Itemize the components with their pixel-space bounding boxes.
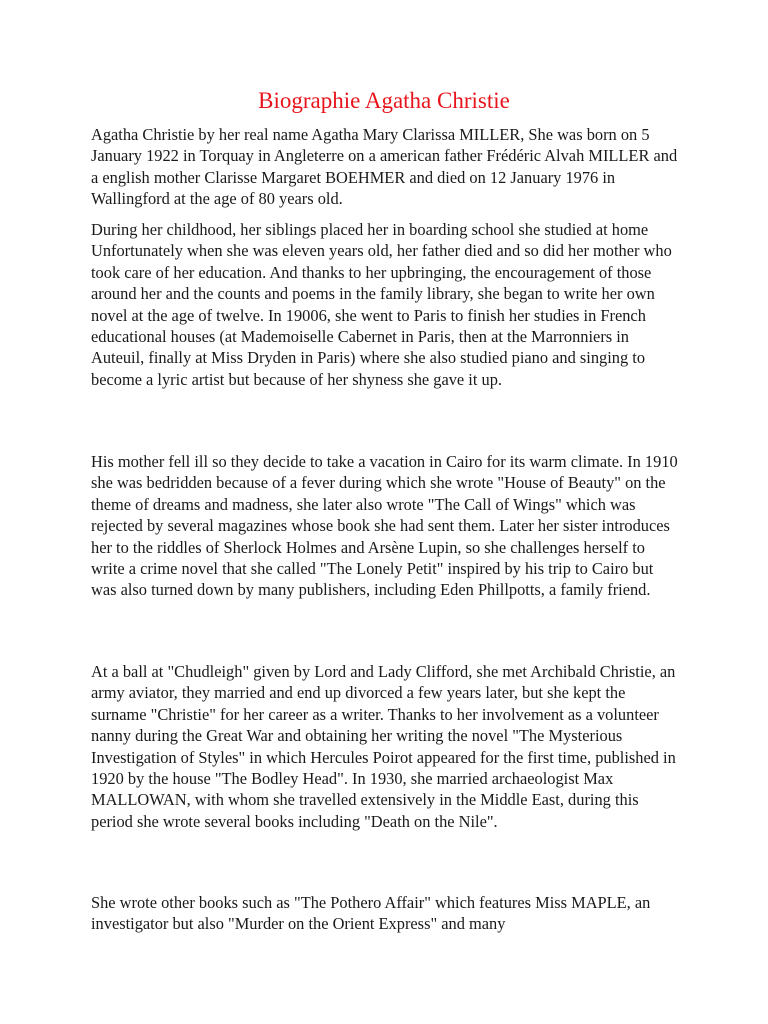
paragraph-other-books: She wrote other books such as "The Pothero Affair" which features Miss MAPLE, an investigator but also "Murder on the Orient Express" and many bbox=[91, 893, 651, 934]
paragraph-marriage: At a ball at "Chudleigh" given by Lord and Lady Clifford, she met Archibald Christie, an army aviator, they married and end up divorced a few years later, but she kept the surname "Christie" for her career as a writer. Thanks to her involvement as a volunteer nanny during the Great War and obtaining her writing the novel "The Mysterious Investigation of Styles" in which Hercules Poirot appeared for the first time, published in 1920 by the house "The Bodley Head". In 1930, she married archaeologist Max MALLOWAN, with whom she travelled extensively in the Middle East, during this period she wrote several books including "Death on the Nile". bbox=[91, 662, 676, 831]
document-title: Biographie Agatha Christie bbox=[258, 88, 510, 113]
paragraph-birth: Agatha Christie by her real name Agatha Mary Clarissa MILLER, She was born on 5 January 1922 in Torquay in Angleterre on a american father Frédéric Alvah MILLER and a english mother Clarisse Margaret BOEHMER and died on 12 January 1976 in Wallingford at the age of 80 years old. bbox=[91, 125, 678, 209]
paragraph-childhood: During her childhood, her siblings placed her in boarding school she studied at home Unfortunately when she was eleven years old, her father died and so did her mother who took care of her education. And thanks to her upbringing, the encouragement of those around her and the counts and poems in the family library, she began to write her own novel at the age of twelve. In 19006, she went to Paris to finish her studies in French educational houses (at Mademoiselle Cabernet in Paris, then at the Marronniers in Auteuil, finally at Miss Dryden in Paris) where she also studied piano and singing to become a lyric artist but because of her shyness she gave it up. bbox=[91, 220, 672, 389]
paragraph-cairo: His mother fell ill so they decide to take a vacation in Cairo for its warm climate. In 1910 she was bedridden because of a fever during which she wrote "House of Beauty" on the theme of dreams and madness, she later also wrote "The Call of Wings" which was rejected by several magazines whose book she had sent them. Later her sister introduces her to the riddles of Sherlock Holmes and Arsène Lupin, so she challenges herself to write a crime novel that she called "The Lonely Petit" inspired by his trip to Cairo but was also turned down by many publishers, including Eden Phillpotts, a family friend. bbox=[91, 452, 678, 600]
